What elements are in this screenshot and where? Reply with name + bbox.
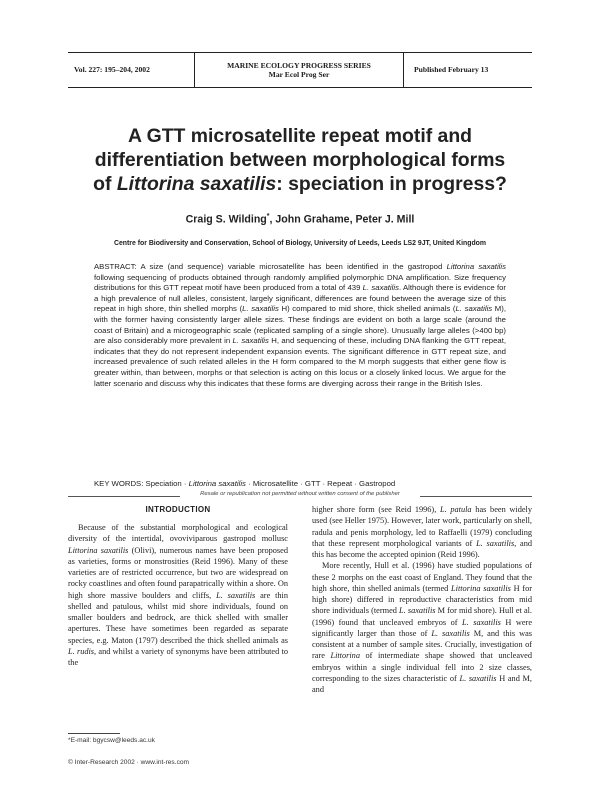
right-column bbox=[312, 504, 532, 695]
journal-name-abbrev: Mar Ecol Prog Ser bbox=[268, 70, 330, 79]
abstract: ABSTRACT: A size (and sequence) variable microsatellite has been identified in the gastropod Littorina saxatilis following sequencing of products obtained through randomly amplified polymorphic DNA amplification. Size frequency distributions for this GTT repeat motif have been produced from a total of 439 L. saxatilis. Although there is evidence for a high prevalence of null alleles, consistent, largely significant, differences are found between the average size of this repeat in high shore, thin shelled morphs (L. saxatilis H) compared to mid shore, thick shelled animals (L. saxatilis M), with the former having consistently larger allele sizes. These findings are evident on both a large scale (around the coast of Britain) and a microgeographic scale (replicated sampling of a single shore). Unusually large alleles (>400 bp) are also considerably more prevalent in L. saxatilis H, and sequencing of these, including DNA flanking the GTT repeat, indicates that they do not represent independent expansion events. The significant difference in GTT repeat size, and increased prevalence of such related alleles in the H form compared to the M morph suggests that either gene flow is greater within, than between, morphs or that selection is acting on this locus or a closely linked locus. We argue for the latter scenario and discuss why this indicates that these forms are diverging across their range in the British Isles. bbox=[94, 262, 507, 388]
left-column-heading bbox=[68, 504, 288, 521]
intro-paragraph-1: Because of the substantial morphological and ecological diversity of the intertidal, ovoviviparous gastropod mollusc Littorina saxatilis (Olivi), numerous names have been proposed as varieties, forms or monstrosities (Reid 1996). Many of these varieties are of restricted occurrence, but two are widespread on rocky coastlines and often found parapatrically within a shore. On high shore massive boulders and cliffs, L. saxatilis are thin shelled and patulous, whilst mid shore individuals, found on smaller boulders and bedrock, are thick shelled with smaller apertures. These have sometimes been regarded as separate species, e.g. Maton (1797) described the thick shelled animals as L. rudis, and whilst a variety of synonyms have been attributed to the bbox=[68, 523, 289, 667]
footnote-rule bbox=[68, 733, 120, 734]
journal-header bbox=[68, 52, 532, 88]
resale-rule-left bbox=[68, 496, 180, 497]
resale-rule-right bbox=[420, 496, 532, 497]
journal-name bbox=[194, 53, 404, 87]
author-affiliation: Centre for Biodiversity and Conservation, School of Biology, University of Leeds, Leeds LS2 9JT, United Kingdom bbox=[113, 240, 487, 247]
author-list bbox=[68, 213, 532, 226]
keywords: KEY WORDS: Speciation · Littorina saxatilis · Microsatellite · GTT · Repeat · Gastropod bbox=[94, 479, 396, 488]
introduction-heading: INTRODUCTION bbox=[145, 505, 211, 514]
footnote-email: *E-mail: bgycsw@leeds.ac.uk bbox=[68, 737, 155, 744]
volume-info: Vol. 227: 195–204, 2002 bbox=[74, 65, 150, 75]
article-title bbox=[68, 124, 532, 196]
left-column bbox=[68, 522, 288, 668]
title-line-2: differentiation between morphological forms bbox=[94, 149, 506, 171]
resale-notice bbox=[68, 490, 532, 502]
title-line-1: A GTT microsatellite repeat motif and bbox=[127, 125, 473, 147]
title-line-3: of Littorina saxatilis: speciation in progress? bbox=[93, 173, 507, 195]
corresponding-author-mark: * bbox=[266, 213, 270, 220]
copyright-notice: © Inter-Research 2002 · www.int-res.com bbox=[68, 759, 190, 766]
intro-paragraph-1-cont: higher shore form (see Reid 1996), L. patula has been widely used (see Heller 1975). However, later work, particularly on shell, radula and penis morphology, led to Raffaelli (1979) concluding that these represent morphological variants of L. saxatilis, and this has become the accepted opinion (Reid 1996). bbox=[312, 505, 533, 559]
coauthors: , John Grahame, Peter J. Mill bbox=[269, 213, 415, 226]
journal-name-full: MARINE ECOLOGY PROGRESS SERIES bbox=[227, 60, 371, 70]
author-wilding: Craig S. Wilding bbox=[185, 213, 267, 226]
intro-paragraph-2: More recently, Hull et al. (1996) have studied populations of these 2 morphs on the east coast of England. They found that the high shore, thin shelled animals (termed Littorina saxatilis H for high shore) differed in reproductive characteristics from mid shore individuals (termed L. saxatilis M for mid shore). Hull et al. (1996) found that uncleaved embryos of L. saxatilis H were significantly larger than those of L. saxatilis M, and this was consistent at a number of sample sites. Crucially, investigation of rare Littorina of intermediate shape showed that uncleaved embryos within a single individual fell into 2 size classes, corresponding to the sizes characteristic of L. saxatilis H and M, and bbox=[312, 561, 533, 694]
publication-date: Published February 13 bbox=[414, 65, 489, 75]
resale-text: Resale or republication not permitted without written consent of the publisher bbox=[200, 491, 400, 497]
